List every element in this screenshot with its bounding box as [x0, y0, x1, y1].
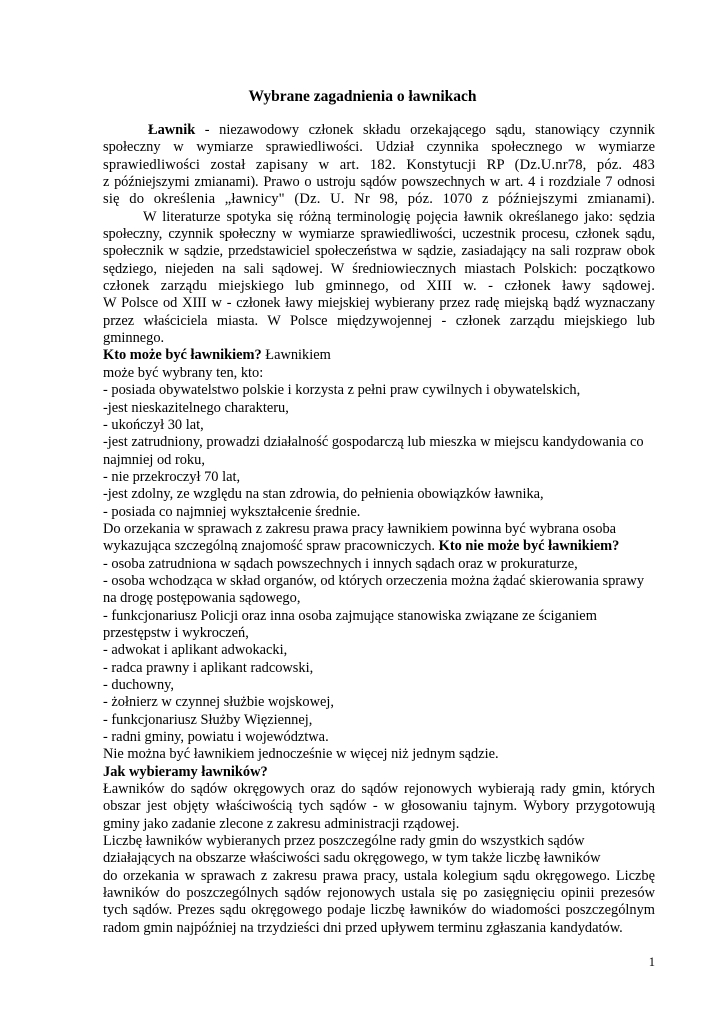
exclusion-item: - osoba zatrudniona w sądach powszechnych i innych sądach oraz w prokuraturze,: [103, 555, 578, 572]
page-number: 1: [648, 955, 655, 969]
exclusion-item: na drogę postępowania sądowego,: [103, 590, 301, 607]
election-line: Ławników do sądów okręgowych oraz do sądów rejonowych wybierają rady gmin, których: [103, 781, 655, 798]
document-body: [103, 122, 655, 937]
eligibility-item: - nie przekroczył 70 lat,: [103, 468, 241, 485]
heading-how-elect: Jak wybieramy ławników?: [103, 763, 268, 780]
labor-law-line: Do orzekania w sprawach z zakresu prawa pracy ławnikiem powinna być wybrana osoba: [103, 520, 617, 537]
count-line: działających na obszarze właściwości sadu okręgowego, w tym także liczbę ławników: [103, 850, 601, 867]
exclusion-item: - radni gminy, powiatu i województwa.: [103, 729, 329, 746]
exclusion-item: - żołnierz w czynnej służbie wojskowej,: [103, 694, 334, 711]
heading-who-can: Kto może być ławnikiem? Ławnikiem: [103, 347, 331, 364]
terminology-line: przez właściciela miasta. W Polsce międzywojennej - członek zarządu miejskiego lub: [103, 312, 655, 329]
labor-law-line: wykazująca szczególną znajomość spraw pracowniczych. Kto nie może być ławnikiem?: [103, 538, 620, 555]
count-line: Liczbę ławników wybieranych przez poszczególne rady gmin do wszystkich sądów: [103, 833, 585, 850]
definition-line: sprawiedliwości został zapisany w art. 182. Konstytucji RP (Dz.U.nr78, póz. 483: [103, 156, 655, 173]
definition-line: się do określenia „ławnicy" (Dz. U. Nr 98, póz. 1070 z późniejszymi zmianami).: [103, 191, 655, 208]
exclusion-item: - funkcjonariusz Służby Więziennej,: [103, 711, 313, 728]
count-line: radom gmin najpóźniej na trzydzieści dni przed upływem terminu zgłaszania kandydatów.: [103, 919, 623, 936]
definition-line: Ławnik - niezawodowy członek składu orzekającego sądu, stanowiący czynnik: [148, 122, 655, 138]
eligibility-item: - ukończył 30 lat,: [103, 416, 204, 433]
eligibility-item: -jest zatrudniony, prowadzi działalność gospodarczą lub mieszka w miejscu kandydowania co: [103, 434, 644, 451]
terminology-line: społeczny, czynnik społeczny w wymiarze sprawiedliwości, uczestnik procesu, członek sądu,: [103, 226, 655, 243]
one-court-rule: Nie można być ławnikiem jednocześnie w więcej niż jednym sądzie.: [103, 746, 499, 763]
document-title: Wybrane zagadnienia o ławnikach: [248, 88, 477, 105]
exclusion-item: - osoba wchodząca w skład organów, od których orzeczenia można żądać skierowania sprawy: [103, 572, 645, 589]
exclusion-item: - adwokat i aplikant adwokacki,: [103, 642, 288, 659]
terminology-line: W literaturze spotyka się różną terminologię pojęcia ławnik określanego jako: sędzia: [143, 208, 655, 225]
definition-line: społeczny w wymiarze sprawiedliwości. Udział czynnika społecznego w wymiarze: [103, 139, 655, 156]
election-line: obszar jest objęty właściwością tych sądów - w głosowaniu tajnym. Wybory przygotowują: [103, 798, 655, 815]
eligibility-item: -jest nieskazitelnego charakteru,: [103, 399, 289, 416]
exclusion-item: - funkcjonariusz Policji oraz inna osoba zajmujące stanowiska związane ze ściganiem: [103, 607, 597, 624]
who-can-intro: może być wybrany ten, kto:: [103, 364, 264, 381]
election-line: gminy jako zadanie zlecone z zakresu administracji rządowej.: [103, 815, 460, 832]
definition-line: z późniejszymi zmianami). Prawo o ustroju sądów powszechnych w art. 4 i rozdziale 7 odnosi: [103, 174, 655, 191]
terminology-line: gminnego.: [103, 330, 165, 347]
terminology-line: społecznik w sądzie, przedstawiciel społeczeństwa w sądzie, zasiadający na sali rozpraw obok: [103, 243, 655, 260]
terminology-line: W Polsce od XIII w - członek ławy miejskiej wybierany przez radę miejską bądź wyznaczany: [103, 295, 655, 312]
heading-who-cannot: Kto nie może być ławnikiem?: [438, 538, 620, 555]
exclusion-item: - radca prawny i aplikant radcowski,: [103, 659, 314, 676]
terminology-line: sędziego, niejeden na sali sądowej. W średniowiecznych miastach Polskich: początkowo: [103, 260, 655, 277]
exclusion-item: przestępstw i wykroczeń,: [103, 624, 249, 641]
count-line: tych sądów. Prezes sądu okręgowego podaje liczbę ławników do wiadomości poszczególnym: [103, 902, 655, 919]
count-line: do orzekania w sprawach z zakresu prawa pracy, ustala kolegium sądu okręgowego. Liczbę: [103, 867, 655, 884]
term-lawnik: Ławnik: [148, 122, 196, 138]
exclusion-item: - duchowny,: [103, 677, 175, 693]
terminology-line: członek zarządu miejskiego lub gminnego, od XIII w. - członek ławy sądowej.: [103, 278, 655, 295]
eligibility-item: -jest zdolny, ze względu na stan zdrowia, do pełnienia obowiązków ławnika,: [103, 486, 544, 503]
count-line: ławników do poszczególnych sądów rejonowych ustala się po zasięgnięciu opinii prezesów: [103, 885, 655, 902]
eligibility-item: najmniej od roku,: [103, 451, 205, 468]
eligibility-item: - posiada obywatelstwo polskie i korzysta z pełni praw cywilnych i obywatelskich,: [103, 382, 581, 399]
eligibility-item: - posiada co najmniej wykształcenie średnie.: [103, 503, 361, 520]
